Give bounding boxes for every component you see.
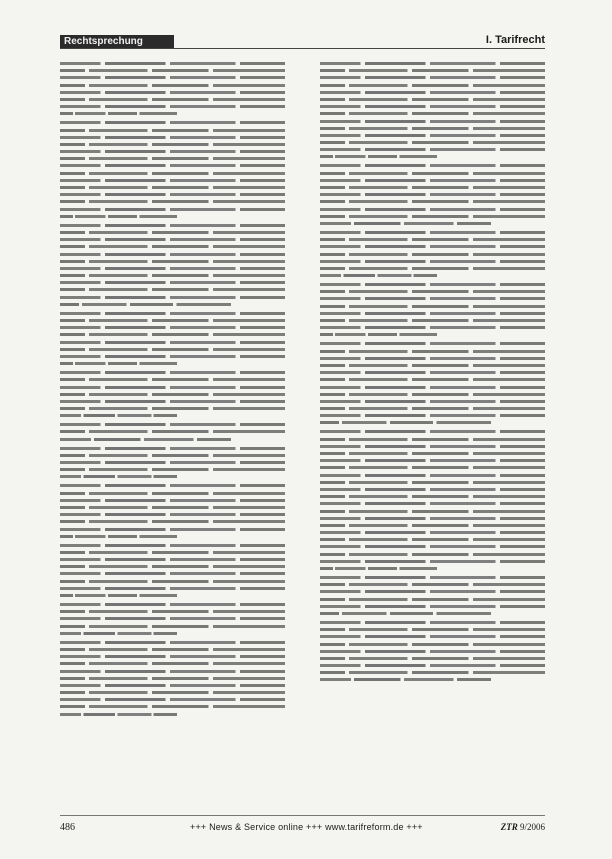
text-line xyxy=(60,572,285,575)
text-line xyxy=(320,267,545,270)
text-line xyxy=(60,91,285,94)
text-line xyxy=(60,348,285,351)
text-line xyxy=(60,121,285,124)
text-line xyxy=(60,281,285,284)
text-line xyxy=(60,662,285,665)
issue-number: 9/2006 xyxy=(519,822,545,832)
text-line xyxy=(60,565,285,568)
text-line xyxy=(320,430,545,433)
text-line xyxy=(320,193,545,196)
text-line xyxy=(320,134,545,137)
text-line xyxy=(320,290,545,293)
text-line xyxy=(320,400,545,403)
text-line xyxy=(60,400,285,403)
text-line xyxy=(320,215,545,218)
text-line xyxy=(320,98,545,101)
text-line xyxy=(320,357,545,360)
text-line xyxy=(60,98,285,101)
text-line xyxy=(60,705,285,708)
text-line xyxy=(60,296,285,299)
text-line xyxy=(60,587,285,590)
text-line xyxy=(320,643,545,646)
text-line xyxy=(320,76,545,79)
text-line xyxy=(60,231,285,234)
text-line xyxy=(320,333,437,336)
text-line xyxy=(320,350,545,353)
text-line xyxy=(60,544,285,547)
text-line xyxy=(60,506,285,509)
text-line xyxy=(60,341,285,344)
text-line xyxy=(60,393,285,396)
section-tab: Rechtsprechung xyxy=(60,35,174,49)
text-line xyxy=(320,141,545,144)
paragraph xyxy=(60,447,285,479)
text-line xyxy=(320,407,545,410)
text-line xyxy=(320,148,545,151)
text-line xyxy=(320,364,545,367)
text-line xyxy=(320,538,545,541)
text-line xyxy=(60,215,177,218)
text-line xyxy=(60,670,285,673)
paragraph xyxy=(60,484,285,537)
text-line xyxy=(320,112,545,115)
text-line xyxy=(60,238,285,241)
text-line xyxy=(60,105,285,108)
text-line xyxy=(60,362,177,365)
text-line xyxy=(60,414,177,417)
text-line xyxy=(60,698,285,701)
text-line xyxy=(320,445,545,448)
text-line xyxy=(320,452,545,455)
text-line xyxy=(60,157,285,160)
paragraph xyxy=(60,603,285,635)
text-line xyxy=(320,567,437,570)
text-line xyxy=(320,172,545,175)
text-line xyxy=(320,238,545,241)
text-line xyxy=(60,164,285,167)
text-line xyxy=(60,326,285,329)
text-line xyxy=(60,208,285,211)
text-line xyxy=(60,528,285,531)
text-line xyxy=(320,576,545,579)
text-line xyxy=(320,438,545,441)
paragraph xyxy=(60,423,285,440)
text-line xyxy=(320,621,545,624)
text-line xyxy=(320,421,491,424)
text-line xyxy=(320,524,545,527)
text-line xyxy=(320,583,545,586)
text-line xyxy=(320,635,545,638)
paragraph xyxy=(60,312,285,365)
text-line xyxy=(60,713,177,716)
text-line xyxy=(320,488,545,491)
paragraph xyxy=(320,576,545,615)
text-line xyxy=(60,551,285,554)
text-line xyxy=(60,260,285,263)
paragraph xyxy=(60,62,285,115)
paragraph xyxy=(60,121,285,217)
text-line xyxy=(60,594,177,597)
text-line xyxy=(320,91,545,94)
text-line xyxy=(60,378,285,381)
text-line xyxy=(60,267,285,270)
text-line xyxy=(60,580,285,583)
text-line xyxy=(320,545,545,548)
text-line xyxy=(320,297,545,300)
text-line xyxy=(320,105,545,108)
text-line xyxy=(60,193,285,196)
text-line xyxy=(320,378,545,381)
text-line xyxy=(60,76,285,79)
text-line xyxy=(60,407,285,410)
text-line xyxy=(320,120,545,123)
text-line xyxy=(320,481,545,484)
text-line xyxy=(60,62,285,65)
text-line xyxy=(320,222,491,225)
text-line xyxy=(60,610,285,613)
text-line xyxy=(320,62,545,65)
text-line xyxy=(320,326,545,329)
text-line xyxy=(320,84,545,87)
text-line xyxy=(320,560,545,563)
text-line xyxy=(320,200,545,203)
footer-rule xyxy=(60,815,545,816)
text-line xyxy=(60,371,285,374)
text-line xyxy=(60,484,285,487)
text-line xyxy=(320,342,545,345)
paragraph xyxy=(60,371,285,417)
text-line xyxy=(60,143,285,146)
left-column xyxy=(60,62,285,722)
text-line xyxy=(60,558,285,561)
text-line xyxy=(320,466,545,469)
text-line xyxy=(60,499,285,502)
paragraph xyxy=(60,224,285,306)
text-line xyxy=(60,468,285,471)
text-line xyxy=(320,179,545,182)
text-line xyxy=(60,179,285,182)
section-title: I. Tarifrecht xyxy=(480,34,545,46)
text-line xyxy=(60,430,285,433)
text-line xyxy=(60,386,285,389)
text-line xyxy=(320,155,437,158)
text-line xyxy=(320,517,545,520)
text-line xyxy=(60,454,285,457)
page-number: 486 xyxy=(60,822,75,833)
text-line xyxy=(320,510,545,513)
text-line xyxy=(320,371,545,374)
text-line xyxy=(60,245,285,248)
text-line xyxy=(320,671,545,674)
text-line xyxy=(60,617,285,620)
text-line xyxy=(60,520,285,523)
text-line xyxy=(320,164,545,167)
text-line xyxy=(60,224,285,227)
text-line xyxy=(320,312,545,315)
paragraph xyxy=(60,641,285,716)
text-line xyxy=(320,678,491,681)
text-line xyxy=(320,531,545,534)
text-line xyxy=(60,492,285,495)
paragraph xyxy=(320,62,545,158)
text-line xyxy=(60,84,285,87)
text-line xyxy=(60,513,285,516)
text-line xyxy=(60,136,285,139)
text-line xyxy=(60,303,231,306)
text-line xyxy=(320,260,545,263)
text-line xyxy=(60,172,285,175)
text-line xyxy=(60,535,177,538)
footer-tagline: +++ News & Service online +++ www.tarifreform.de +++ xyxy=(190,822,423,832)
text-line xyxy=(60,355,285,358)
text-line xyxy=(320,393,545,396)
text-line xyxy=(60,312,285,315)
text-line xyxy=(60,186,285,189)
text-line xyxy=(320,605,545,608)
text-line xyxy=(320,495,545,498)
text-line xyxy=(320,274,437,277)
text-line xyxy=(60,632,177,635)
text-line xyxy=(60,438,231,441)
text-line xyxy=(60,447,285,450)
right-column xyxy=(320,62,545,687)
text-line xyxy=(320,69,545,72)
text-line xyxy=(60,253,285,256)
text-line xyxy=(60,603,285,606)
paragraph xyxy=(320,231,545,277)
text-line xyxy=(320,474,545,477)
text-line xyxy=(60,641,285,644)
text-line xyxy=(60,475,177,478)
text-line xyxy=(60,319,285,322)
text-line xyxy=(320,231,545,234)
text-line xyxy=(60,69,285,72)
text-line xyxy=(320,502,545,505)
text-line xyxy=(320,245,545,248)
text-line xyxy=(320,386,545,389)
text-line xyxy=(60,461,285,464)
paragraph xyxy=(60,544,285,597)
text-line xyxy=(60,274,285,277)
text-line xyxy=(60,648,285,651)
text-line xyxy=(60,625,285,628)
text-line xyxy=(60,200,285,203)
paragraph xyxy=(320,621,545,682)
text-line xyxy=(60,655,285,658)
text-line xyxy=(320,628,545,631)
text-line xyxy=(320,598,545,601)
page-footer xyxy=(60,820,545,836)
paragraph xyxy=(320,342,545,424)
header-rule xyxy=(60,48,545,49)
text-line xyxy=(60,684,285,687)
text-line xyxy=(320,657,545,660)
text-line xyxy=(320,553,545,556)
paragraph xyxy=(320,430,545,570)
text-line xyxy=(60,150,285,153)
text-line xyxy=(320,283,545,286)
text-line xyxy=(320,253,545,256)
text-line xyxy=(320,612,491,615)
text-line xyxy=(320,208,545,211)
text-line xyxy=(320,459,545,462)
text-line xyxy=(320,650,545,653)
footer-journal xyxy=(501,822,545,832)
text-line xyxy=(60,691,285,694)
journal-logo: ZTR xyxy=(500,822,518,832)
text-line xyxy=(60,423,285,426)
paragraph xyxy=(320,283,545,336)
text-line xyxy=(60,129,285,132)
text-line xyxy=(320,305,545,308)
text-line xyxy=(60,288,285,291)
text-line xyxy=(60,677,285,680)
text-line xyxy=(320,186,545,189)
text-line xyxy=(320,319,545,322)
paragraph xyxy=(320,164,545,225)
text-line xyxy=(320,664,545,667)
text-line xyxy=(60,333,285,336)
text-line xyxy=(60,112,177,115)
text-line xyxy=(320,590,545,593)
text-line xyxy=(320,127,545,130)
text-line xyxy=(320,414,545,417)
